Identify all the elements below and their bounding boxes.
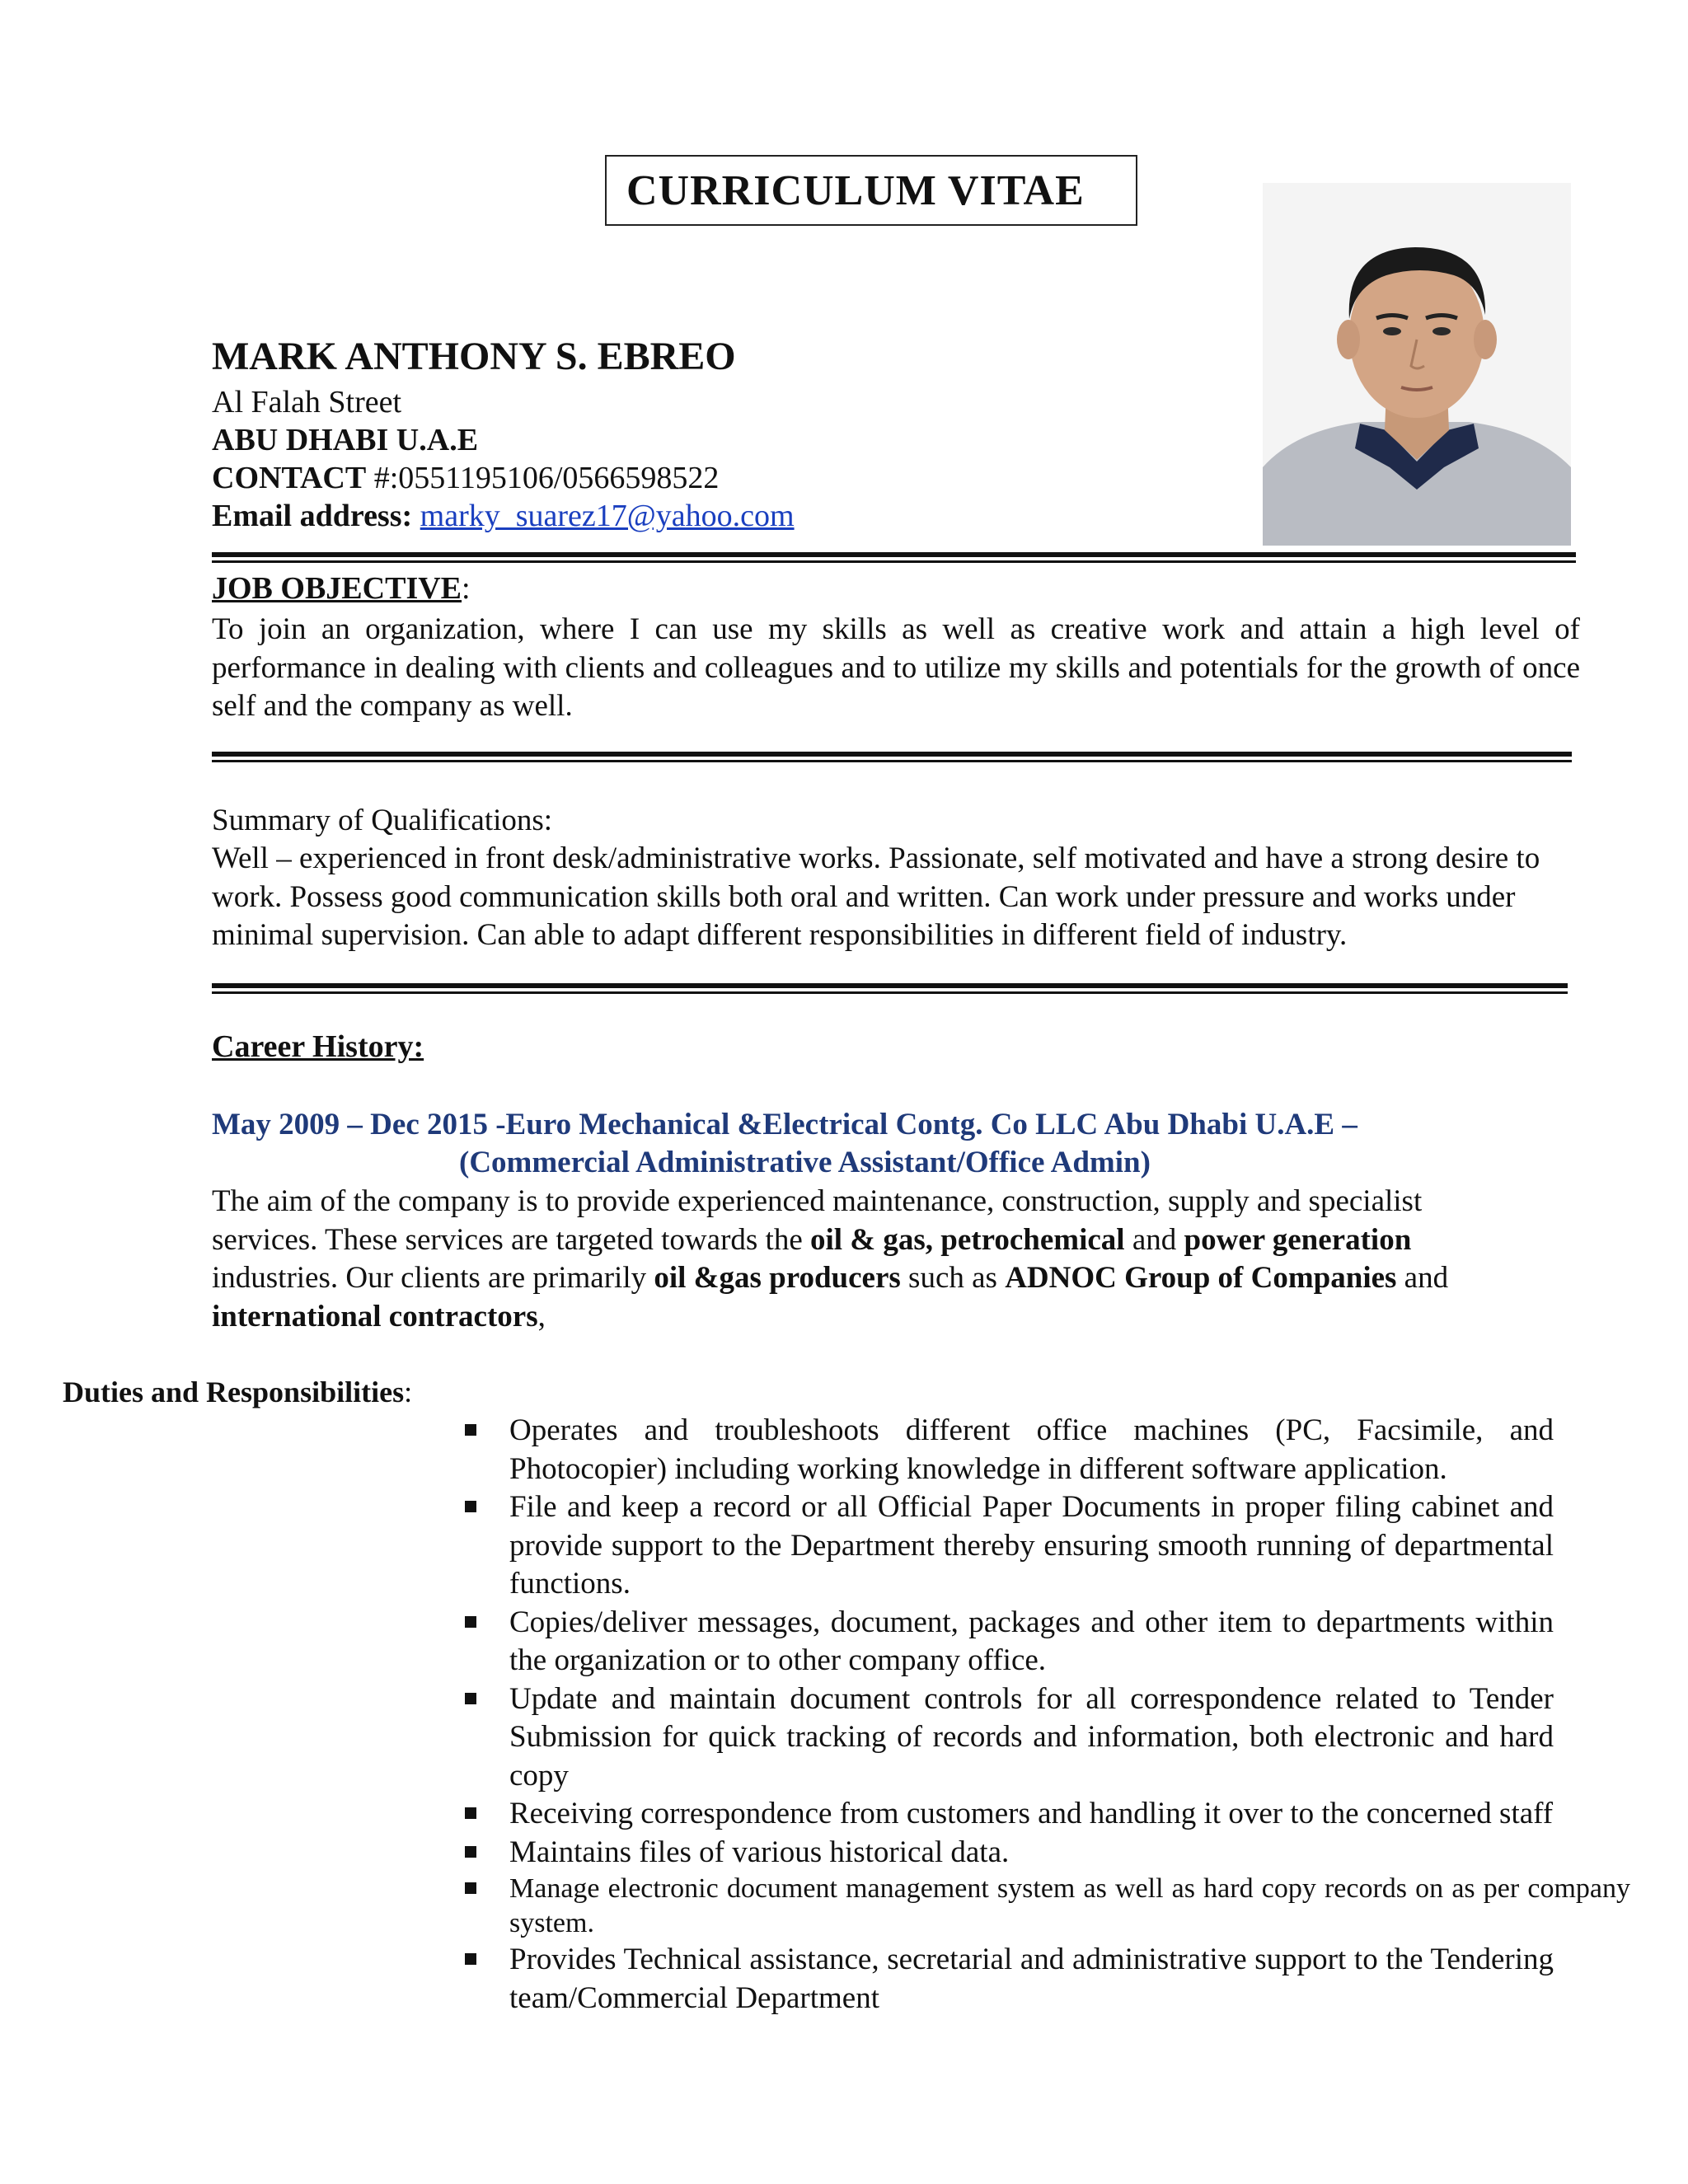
candidate-name: MARK ANTHONY S. EBREO — [212, 335, 736, 378]
summary-text: Well – experienced in front desk/administrative works. Passionate, self motivated and have a strong desire to work. Possess good communication skills both oral and written. Can work under pressure and works under minimal supervision. Can able to adapt different responsibilities in different field of industry. — [212, 841, 1540, 952]
duties-list — [462, 1412, 1630, 2018]
duties-colon: : — [404, 1376, 413, 1408]
profile-photo-image — [1263, 183, 1571, 546]
contact-line — [212, 459, 719, 497]
square-bullet-icon — [465, 1953, 476, 1965]
square-bullet-icon — [465, 1693, 476, 1704]
square-bullet-icon — [465, 1846, 476, 1858]
title-box — [605, 155, 1137, 226]
email-link[interactable]: marky_suarez17@yahoo.com — [420, 499, 795, 533]
job-title-line2: (Commercial Administrative Assistant/Office Admin) — [459, 1146, 1151, 1179]
address-city: ABU DHABI U.A.E — [212, 423, 479, 457]
duty-item: Manage electronic document management system as well as hard copy records on as per company system. — [462, 1872, 1630, 1941]
objective-colon: : — [462, 571, 471, 606]
square-bullet-icon — [465, 1882, 476, 1894]
square-bullet-icon — [465, 1424, 476, 1436]
objective-heading: JOB OBJECTIVE — [212, 571, 462, 606]
duties-label: Duties and Responsibilities — [63, 1376, 405, 1408]
duty-item: Receiving correspondence from customers and handling it over to the concerned staff — [462, 1795, 1554, 1834]
document-title: CURRICULUM VITAE — [626, 166, 1085, 214]
profile-photo — [1263, 183, 1571, 546]
duties-label-line — [63, 1375, 412, 1409]
objective-heading-line — [212, 570, 471, 607]
email-line — [212, 497, 795, 535]
duty-item: Copies/deliver messages, document, packages and other item to departments within the organization or to other company office. — [462, 1604, 1554, 1680]
duty-item: Maintains files of various historical data. — [462, 1834, 1554, 1872]
square-bullet-icon — [465, 1807, 476, 1819]
address-street: Al Falah Street — [212, 385, 402, 419]
duty-item: Operates and troubleshoots different office machines (PC, Facsimile, and Photocopier) including working knowledge in different software application. — [462, 1412, 1554, 1488]
objective-text: To join an organization, where I can use my skills as well as creative work and attain a high level of performance in dealing with clients and colleagues and to utilize my skills and potentials for the growth of once self and the company as well. — [212, 612, 1580, 723]
job-title-line1: May 2009 – Dec 2015 -Euro Mechanical &Electrical Contg. Co LLC Abu Dhabi U.A.E – — [212, 1108, 1357, 1141]
square-bullet-icon — [465, 1616, 476, 1628]
duty-item: Provides Technical assistance, secretarial and administrative support to the Tendering team/Commercial Department — [462, 1941, 1554, 2018]
contact-numbers: #:0551195106/0566598522 — [366, 461, 720, 495]
email-label: Email address: — [212, 499, 413, 533]
duty-item: File and keep a record or all Official Paper Documents in proper filing cabinet and provide support to the Department thereby ensuring smooth running of departmental functions. — [462, 1488, 1554, 1604]
contact-label: CONTACT — [212, 461, 367, 495]
duty-item: Update and maintain document controls for all correspondence related to Tender Submission for quick tracking of records and information, both electronic and hard copy — [462, 1680, 1554, 1796]
summary-heading: Summary of Qualifications: — [212, 804, 553, 837]
company-description: The aim of the company is to provide experienced maintenance, construction, supply and specialist services. These services are targeted towards the oil & gas, petrochemical and power generation industries. Our clients are primarily oil &gas producers such as ADNOC Group of Companies and international contractors, — [212, 1184, 1449, 1333]
career-heading: Career History: — [212, 1029, 424, 1064]
square-bullet-icon — [465, 1501, 476, 1512]
